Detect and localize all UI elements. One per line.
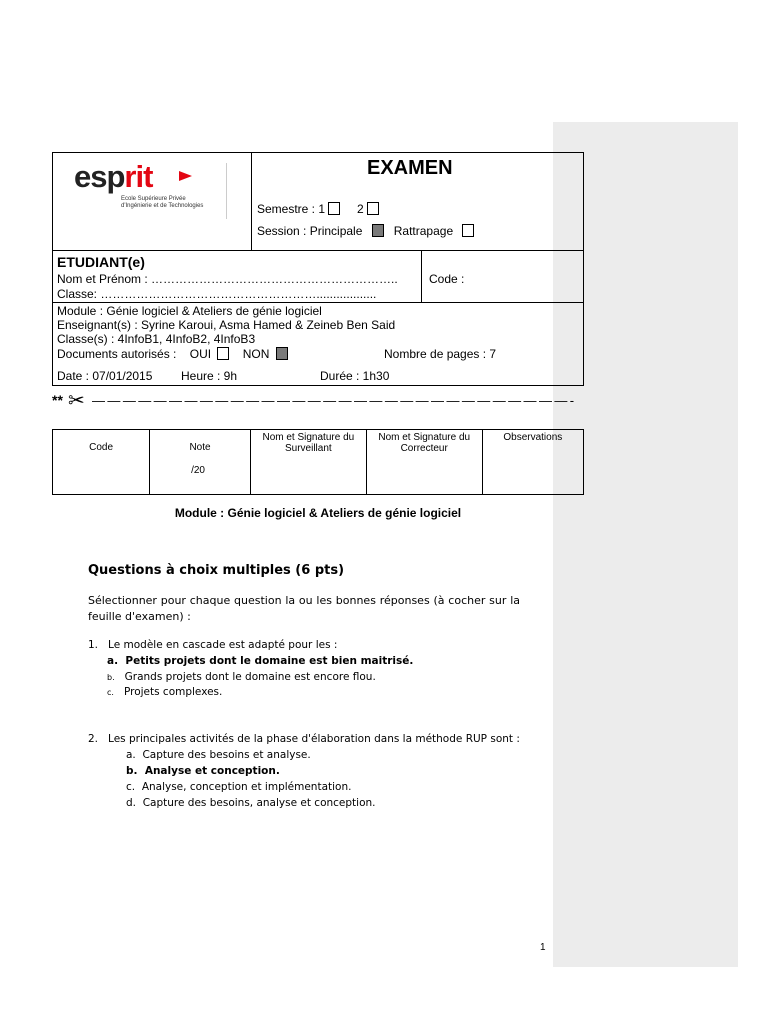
logo-subtitle: Ecole Supérieure Privée d'Ingénierie et de Technologies bbox=[121, 196, 204, 209]
classes-line: Classe(s) : 4InfoB1, 4InfoB2, 4InfoB3 bbox=[57, 332, 256, 346]
nom-prenom-field[interactable]: Nom et Prénom : …………………………………………………….. bbox=[57, 272, 398, 286]
classe-field[interactable]: Classe: ……………………………………………….................. bbox=[57, 287, 377, 301]
question-2-option-c[interactable]: c. Analyse, conception et implémentation. bbox=[126, 781, 352, 793]
semestre-2-checkbox[interactable] bbox=[367, 202, 379, 215]
exam-duree: Durée : 1h30 bbox=[320, 369, 390, 383]
documents-row: Documents autorisés : OUI NON bbox=[57, 347, 288, 361]
grade-header-note: Note /20 bbox=[150, 430, 251, 495]
rattrapage-checkbox[interactable] bbox=[462, 224, 474, 237]
grade-header-code: Code bbox=[53, 430, 150, 495]
question-2-option-d[interactable]: d. Capture des besoins, analyse et conception. bbox=[126, 797, 376, 809]
page-number: 1 bbox=[540, 942, 546, 953]
question-1: 1. Le modèle en cascade est adapté pour les : bbox=[88, 639, 338, 651]
grade-table bbox=[52, 429, 584, 495]
question-2-option-b[interactable]: b. Analyse et conception. bbox=[126, 765, 280, 777]
cut-line bbox=[52, 388, 592, 414]
note-value: /20 bbox=[191, 465, 205, 476]
question-1-option-c[interactable]: c. Projets complexes. bbox=[107, 686, 223, 698]
intro-text: Sélectionner pour chaque question la ou les bonnes réponses (à cocher sur la feuille d'examen) : bbox=[88, 594, 520, 623]
exam-title: EXAMEN bbox=[367, 157, 453, 179]
student-cell bbox=[53, 251, 422, 303]
exam-heure: Heure : 9h bbox=[181, 369, 238, 383]
grade-header-surveillant: Nom et Signature du Surveillant bbox=[250, 430, 366, 495]
exam-cell bbox=[252, 153, 583, 251]
esprit-logo: esprit bbox=[74, 159, 153, 194]
code-field[interactable]: Code : bbox=[429, 272, 465, 286]
module-info-cell bbox=[53, 303, 583, 385]
section-title: Questions à choix multiples (6 pts) bbox=[88, 563, 345, 578]
cut-stars: ** bbox=[52, 392, 63, 408]
documents-oui-checkbox[interactable] bbox=[217, 347, 229, 360]
question-1-option-a[interactable]: a. Petits projets dont le domaine est bien maitrisé. bbox=[107, 655, 414, 667]
question-2-option-a[interactable]: a. Capture des besoins et analyse. bbox=[126, 749, 311, 761]
session-principale-checkbox[interactable] bbox=[372, 224, 384, 237]
semestre-1-checkbox[interactable] bbox=[328, 202, 340, 215]
exam-header-table bbox=[52, 152, 584, 386]
logo-divider bbox=[226, 163, 227, 219]
semestre-row: Semestre : 1 2 bbox=[257, 202, 379, 216]
logo-arrow-icon bbox=[179, 171, 192, 181]
session-row: Session : Principale Rattrapage bbox=[257, 224, 474, 238]
cut-dashes: — — — — — — — — — — — — — — — — — — — — — — — — — — — — — — — - bbox=[92, 393, 574, 408]
module-line: Module : Génie logiciel & Ateliers de génie logiciel bbox=[57, 304, 322, 318]
question-2: 2. Les principales activités de la phase d'élaboration dans la méthode RUP sont : bbox=[88, 733, 520, 745]
grade-header-correcteur: Nom et Signature du Correcteur bbox=[366, 430, 482, 495]
exam-date: Date : 07/01/2015 bbox=[57, 369, 153, 383]
enseignants-line: Enseignant(s) : Syrine Karoui, Asma Hamed & Zeineb Ben Said bbox=[57, 318, 396, 332]
grade-header-observations: Observations bbox=[482, 430, 583, 495]
code-cell bbox=[422, 251, 583, 303]
student-title: ETUDIANT(e) bbox=[57, 254, 145, 270]
pages-count: Nombre de pages : 7 bbox=[384, 347, 497, 361]
question-1-option-b[interactable]: b. Grands projets dont le domaine est encore flou. bbox=[107, 671, 376, 683]
documents-non-checkbox[interactable] bbox=[276, 347, 288, 360]
module-heading: Module : Génie logiciel & Ateliers de génie logiciel bbox=[174, 506, 462, 520]
scissors-icon: ✂ bbox=[68, 388, 85, 412]
logo-cell bbox=[53, 153, 252, 251]
